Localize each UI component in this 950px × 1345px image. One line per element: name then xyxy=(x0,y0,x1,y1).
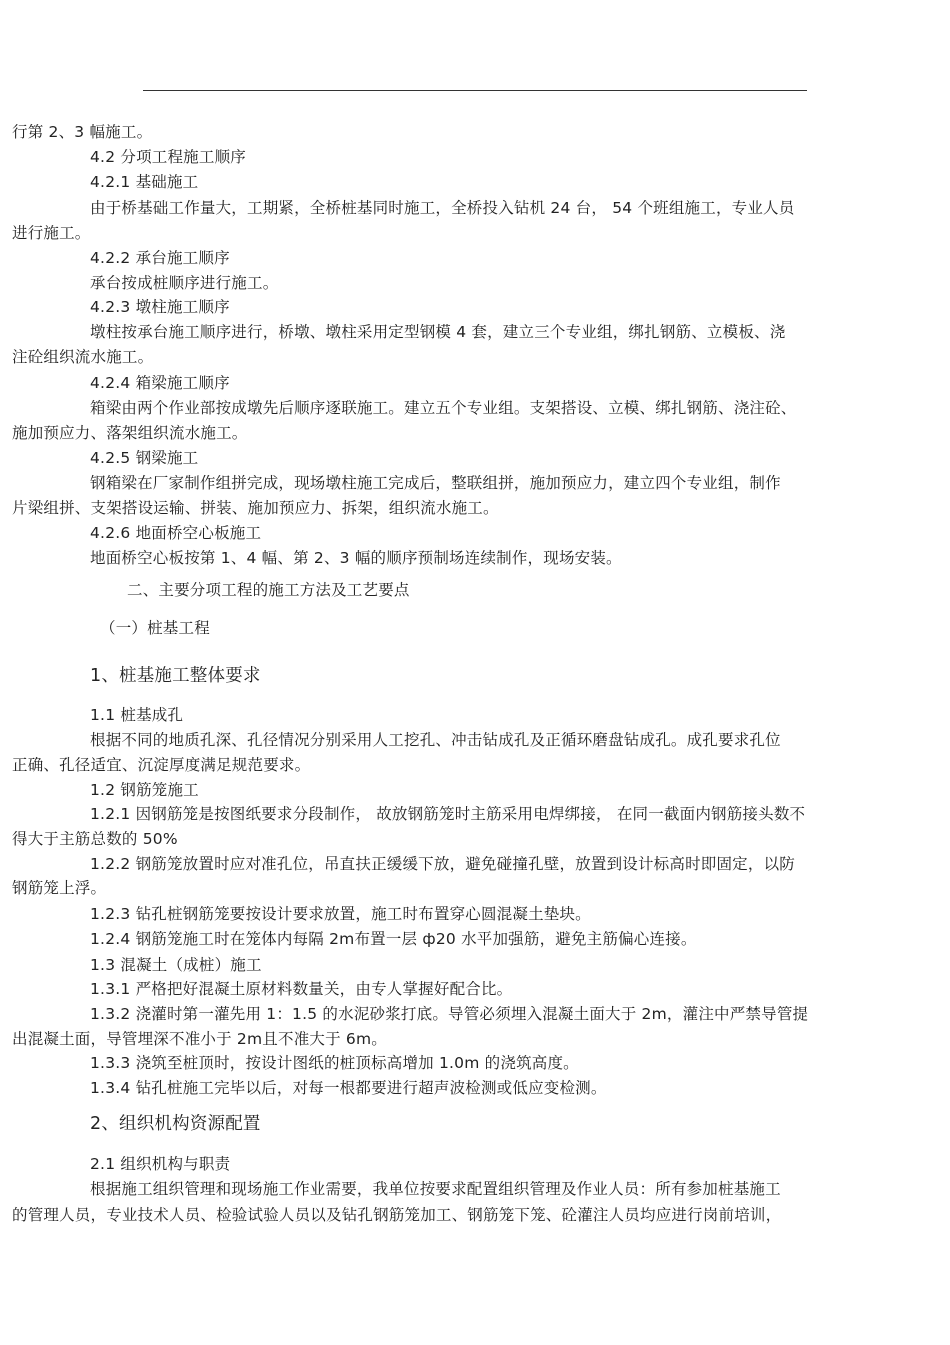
text-line: 根据不同的地质孔深、孔径情况分别采用人工挖孔、冲击钻成孔及正循环磨盘钻成孔。成孔要求孔位 xyxy=(90,731,781,749)
text-line: 出混凝土面，导管埋深不准小于 2m且不准大于 6m。 xyxy=(12,1030,387,1048)
text-line: 1.2.4 钢筋笼施工时在笼体内每隔 2m布置一层 ф20 水平加强筋，避免主筋偏心连接。 xyxy=(90,930,697,948)
text-line: 行第 2、3 幅施工。 xyxy=(12,123,153,141)
section-heading: 4.2.3 墩柱施工顺序 xyxy=(90,298,230,316)
text-line: 根据施工组织管理和现场施工作业需要，我单位按要求配置组织管理及作业人员：所有参加桩基施工 xyxy=(90,1180,781,1198)
text-line: 正确、孔径适宜、沉淀厚度满足规范要求。 xyxy=(12,756,311,774)
section-heading: 4.2 分项工程施工顺序 xyxy=(90,148,246,166)
text-line: 1.3.1 严格把好混凝土原材料数量关，由专人掌握好配合比。 xyxy=(90,980,513,998)
text-line: 施加预应力、落架组织流水施工。 xyxy=(12,424,248,442)
part-heading: （一）桩基工程 xyxy=(100,619,210,637)
text-line: 进行施工。 xyxy=(12,224,91,242)
section-heading: 4.2.5 钢梁施工 xyxy=(90,449,199,467)
text-line: 得大于主筋总数的 50% xyxy=(12,830,178,848)
section-heading: 1.3 混凝土（成桩）施工 xyxy=(90,956,262,974)
text-line: 1.2.3 钻孔桩钢筋笼要按设计要求放置，施工时布置穿心圆混凝土垫块。 xyxy=(90,905,591,923)
section-heading: 1.1 桩基成孔 xyxy=(90,706,184,724)
text-line: 由于桥基础工作量大，工期紧，全桥桩基同时施工，全桥投入钻机 24 台， 54 个班组施工，专业人员 xyxy=(90,199,795,217)
text-line: 1.3.3 浇筑至桩顶时，按设计图纸的桩顶标高增加 1.0m 的浇筑高度。 xyxy=(90,1054,579,1072)
section-heading: 1.2 钢筋笼施工 xyxy=(90,781,199,799)
chapter-heading: 二、主要分项工程的施工方法及工艺要点 xyxy=(127,581,410,599)
text-line: 钢筋笼上浮。 xyxy=(12,879,107,897)
text-line: 注砼组织流水施工。 xyxy=(12,348,154,366)
section-heading: 4.2.6 地面桥空心板施工 xyxy=(90,524,262,542)
text-line: 钢箱梁在厂家制作组拼完成，现场墩柱施工完成后，整联组拼，施加预应力，建立四个专业组，制作 xyxy=(90,474,781,492)
text-line: 1.3.4 钻孔桩施工完毕以后，对每一根都要进行超声波检测或低应变检测。 xyxy=(90,1079,607,1097)
text-line: 1.3.2 浇灌时第一灌先用 1：1.5 的水泥砂浆打底。导管必须埋入混凝土面大于 2m，灌注中严禁导管提 xyxy=(90,1005,809,1023)
text-line: 承台按成桩顺序进行施工。 xyxy=(90,274,279,292)
section-heading: 4.2.1 基础施工 xyxy=(90,173,199,191)
text-line: 的管理人员，专业技术人员、检验试验人员以及钻孔钢筋笼加工、钢筋笼下笼、砼灌注人员均应进行岗前培训， xyxy=(12,1206,782,1224)
text-line: 1.2.1 因钢筋笼是按图纸要求分段制作， 故放钢筋笼时主筋采用电焊绑接， 在同一截面内钢筋接头数不 xyxy=(90,805,806,823)
section-heading: 2.1 组织机构与职责 xyxy=(90,1155,231,1173)
section-heading: 4.2.2 承台施工顺序 xyxy=(90,249,230,267)
header-rule xyxy=(143,90,807,91)
text-line: 箱梁由两个作业部按成墩先后顺序逐联施工。建立五个专业组。支架搭设、立模、绑扎钢筋、浇注砼、 xyxy=(90,399,797,417)
major-heading: 2、组织机构资源配置 xyxy=(90,1114,261,1134)
major-heading: 1、桩基施工整体要求 xyxy=(90,666,261,686)
section-heading: 4.2.4 箱梁施工顺序 xyxy=(90,374,230,392)
text-line: 地面桥空心板按第 1、4 幅、第 2、3 幅的顺序预制场连续制作，现场安装。 xyxy=(90,549,622,567)
text-line: 1.2.2 钢筋笼放置时应对准孔位，吊直扶正缓缓下放，避免碰撞孔壁，放置到设计标高时即固定，以防 xyxy=(90,855,795,873)
text-line: 片梁组拼、支架搭设运输、拼装、施加预应力、拆架，组织流水施工。 xyxy=(12,499,499,517)
text-line: 墩柱按承台施工顺序进行，桥墩、墩柱采用定型钢模 4 套，建立三个专业组，绑扎钢筋、立模板、浇 xyxy=(90,323,786,341)
